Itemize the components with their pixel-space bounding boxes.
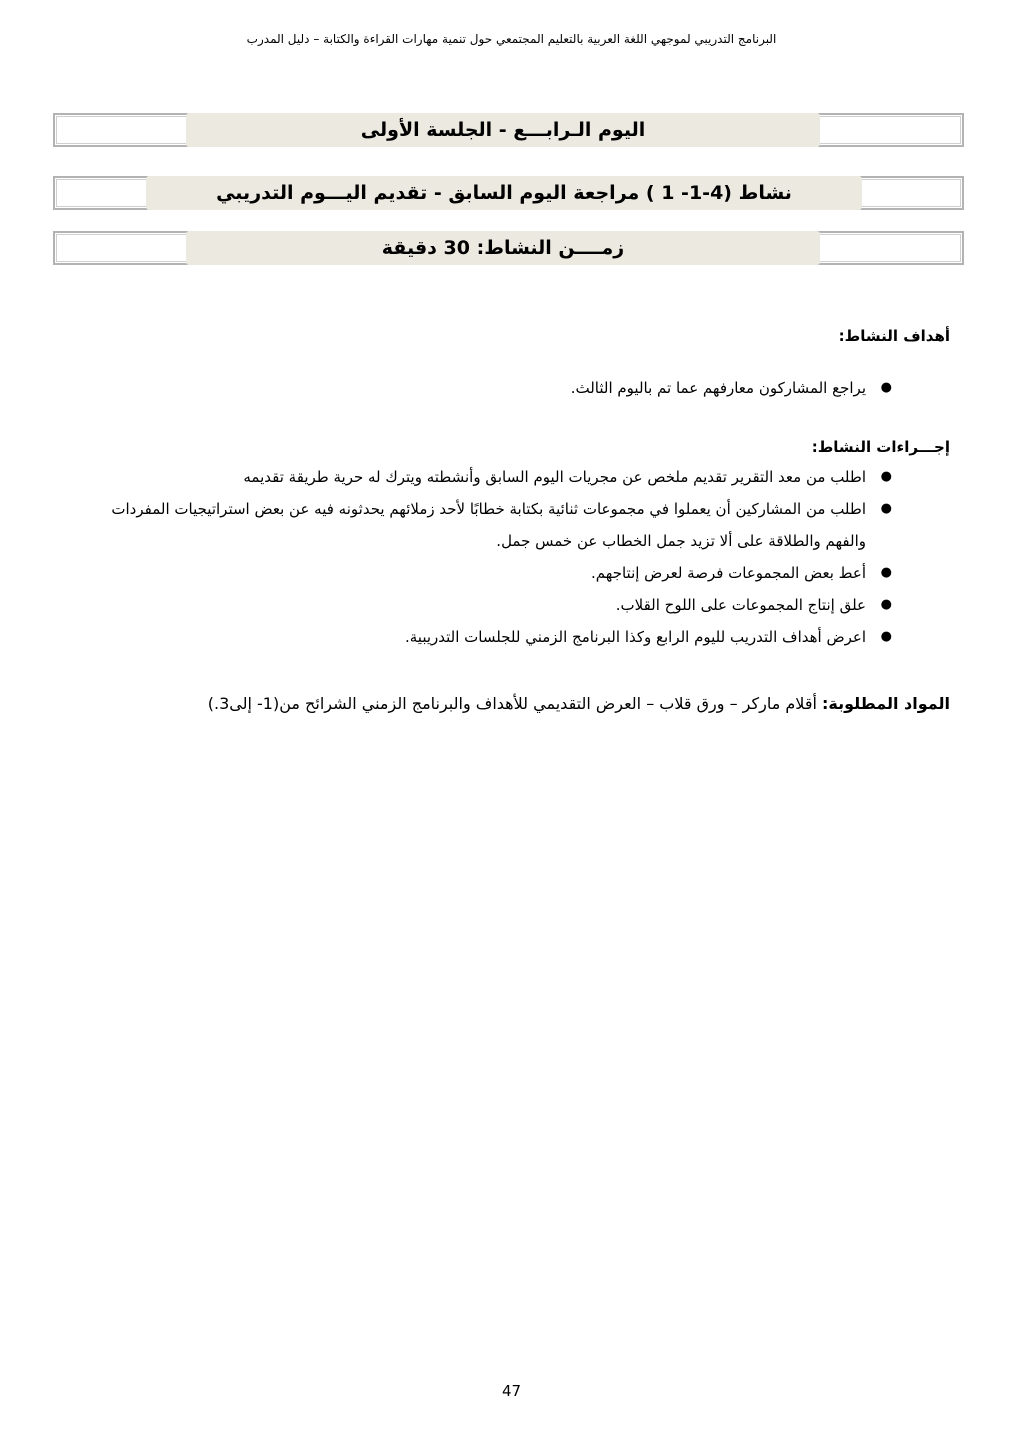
list-item [90,372,950,404]
objectives-heading: أهداف النشاط: [838,327,950,345]
day-session-title: اليوم الـرابـــع - الجلسة الأولى [186,113,820,147]
bullet-icon: ● [880,629,892,644]
activity-time: زمــــن النشاط: 30 دقيقة [186,231,820,265]
required-materials [70,692,950,716]
activity-time-banner [53,231,964,265]
objectives-list [90,372,950,404]
activity-banner [53,176,964,210]
procedure-text: اعرض أهداف التدريب لليوم الرابع وكذا البرنامج الزمني للجلسات التدريبية. [404,628,866,646]
list-item [90,461,950,493]
procedures-list [90,461,950,653]
procedure-text: اطلب من معد التقرير تقديم ملخص عن مجريات اليوم السابق وأنشطته ويترك له حرية طريقة تقديمه [243,468,866,486]
procedure-text: علق إنتاج المجموعات على اللوح القلاب. [615,596,866,614]
page-number: 47 [501,1382,522,1400]
list-item [90,589,950,621]
bullet-icon: ● [880,380,892,395]
bullet-icon: ● [880,469,892,484]
bullet-icon: ● [880,565,892,580]
procedure-text: اطلب من المشاركين أن يعملوا في مجموعات ثنائية بكتابة خطابًا لأحد زملائهم يحدثونه فيه عن بعض استراتيجيات المفردات والفهم والطلاقة على ألا تزيد جمل الخطاب عن خمس جمل. [111,500,866,550]
list-item [90,493,950,557]
bullet-icon: ● [880,501,892,516]
materials-label: المواد المطلوبة: [822,694,950,713]
objective-text: يراجع المشاركون معارفهم عما تم باليوم الثالث. [570,379,866,397]
procedures-heading: إجـــراءات النشاط: [811,438,950,456]
day-session-banner [53,113,964,147]
procedure-text: أعط بعض المجموعات فرصة لعرض إنتاجهم. [591,564,866,582]
materials-text: أقلام ماركر – ورق قلاب – العرض التقديمي للأهداف والبرنامج الزمني الشرائح من(1- إلى3.) [207,694,822,713]
running-header: البرنامج التدريبي لموجهي اللغة العربية بالتعليم المجتمعي حول تنمية مهارات القراءة والكتابة – دليل المدرب [246,32,777,46]
activity-title: نشاط (4-1- 1 ) مراجعة اليوم السابق - تقديم اليـــوم التدريبي [146,176,862,210]
bullet-icon: ● [880,597,892,612]
list-item [90,621,950,653]
list-item [90,557,950,589]
